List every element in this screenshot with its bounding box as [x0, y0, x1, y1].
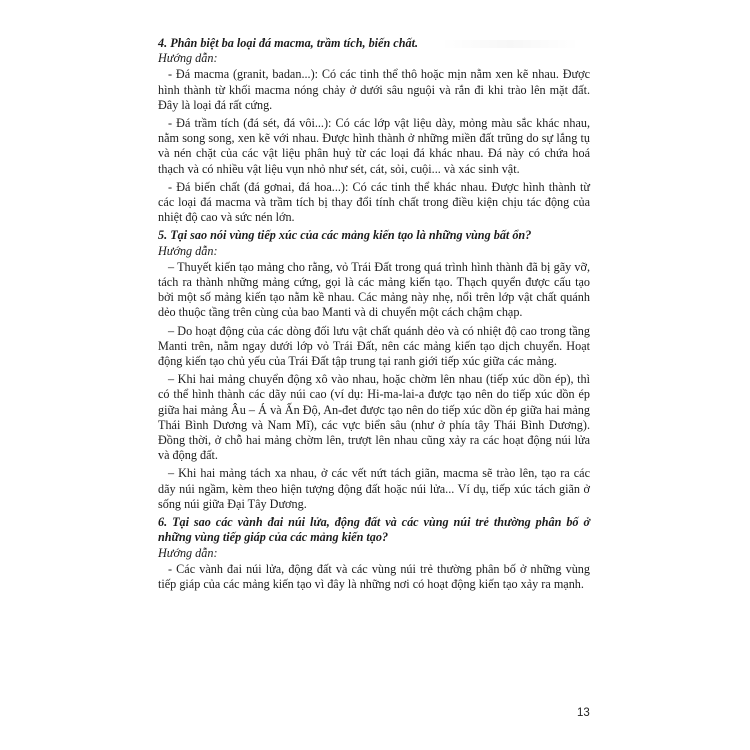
guide-label: Hướng dẫn: — [158, 51, 218, 66]
guide-label: Hướng dẫn: — [158, 243, 218, 258]
answer-paragraph: – Thuyết kiến tạo mảng cho rằng, vỏ Trái Đất trong quá trình hình thành đã bị gãy vỡ, tách ra thành những mảng cứng, gọi là các mảng kiến tạo. Thạch quyển được cấu tạo bởi một số mảng kiến tạo nằm kề nhau. Các mảng này nhẹ, nổi trên lớp vật chất quánh dẻo thuộc tầng trên cùng của bao Manti và di chuyển một cách chậm chạp. — [158, 259, 590, 320]
answer-paragraph: - Các vành đai núi lửa, động đất và các vùng núi trẻ thường phân bố ở những vùng tiếp giáp của các mảng kiến tạo vì đây là những nơi có hoạt động kiến tạo xảy ra mạnh. — [158, 561, 590, 591]
section-6 — [158, 515, 590, 592]
answer-paragraph: - Đá macma (granit, badan...): Có các tinh thể thô hoặc mịn nằm xen kẽ nhau. Được hình thành từ khối macma nóng chảy ở dưới sâu nguội và rắn đi khi trào lên mặt đất. Đây là loại đá rất cứng. — [158, 67, 590, 112]
answer-paragraph: – Khi hai mảng chuyển động xô vào nhau, hoặc chờm lên nhau (tiếp xúc dồn ép), thì có thể hình thành các dãy núi cao (ví dụ: Hi-ma-lai-a được tạo nên do tiếp xúc dồn ép giữa hai mảng Âu – Á và Ấn Độ, An-đet được tạo nên do tiếp xúc dồn ép giữa hai mảng Thái Bình Dương và Nam Mĩ), các vực biển sâu (như ở phía tây Thái Bình Dương). Đồng thời, ở chỗ hai mảng chờm lên, trượt lên nhau cũng xảy ra các hoạt động núi lửa và động đất. — [158, 372, 590, 463]
answer-paragraph: - Đá biến chất (đá gơnai, đá hoa...): Có các tinh thể khác nhau. Được hình thành từ các loại đá macma và trầm tích bị thay đổi tính chất trong điều kiện chịu tác động của nhiệt độ cao và sức nén lớn. — [158, 179, 590, 225]
section-4 — [158, 36, 590, 225]
section-5 — [158, 228, 590, 512]
guide-label: Hướng dẫn: — [158, 545, 218, 560]
answer-paragraph: – Khi hai mảng tách xa nhau, ở các vết nứt tách giãn, macma sẽ trào lên, tạo ra các dãy núi ngầm, kèm theo hiện tượng động đất hoặc núi lửa... Ví dụ, tiếp xúc tách giãn ở sống núi giữa Đại Tây Dương. — [158, 466, 590, 511]
question-heading: 6. Tại sao các vành đai núi lửa, động đất và các vùng núi trẻ thường phân bố ở những vùng tiếp giáp của các mảng kiến tạo? — [158, 515, 590, 545]
answer-paragraph: - Đá trầm tích (đá sét, đá vôi...): Có các lớp vật liệu dày, mỏng màu sắc khác nhau, nằm song song, xen kẽ với nhau. Được hình thành ở những miền đất trũng do sự lắng tụ và nén chặt của các vật liệu phân huỷ từ các loại đá khác nhau. Đá này có chứa hoá thạch và có nhiều vật liệu vụn nhỏ như sét, cát, sỏi, cuội... và xác sinh vật. — [158, 116, 590, 176]
question-heading: 4. Phân biệt ba loại đá macma, trầm tích, biến chất. — [158, 36, 419, 50]
answer-paragraph: – Do hoạt động của các dòng đối lưu vật chất quánh dẻo và có nhiệt độ cao trong tầng Manti trên, nằm ngay dưới lớp vỏ Trái Đất, nên các mảng kiến tạo dịch chuyển. Hoạt động kiến tạo chủ yếu của Trái Đất tập trung tại ranh giới tiếp xúc giữa các mảng. — [158, 323, 590, 369]
page-number: 13 — [577, 707, 590, 719]
question-heading: 5. Tại sao nói vùng tiếp xúc của các mảng kiến tạo là những vùng bất ổn? — [158, 228, 532, 243]
page-body — [158, 36, 590, 595]
